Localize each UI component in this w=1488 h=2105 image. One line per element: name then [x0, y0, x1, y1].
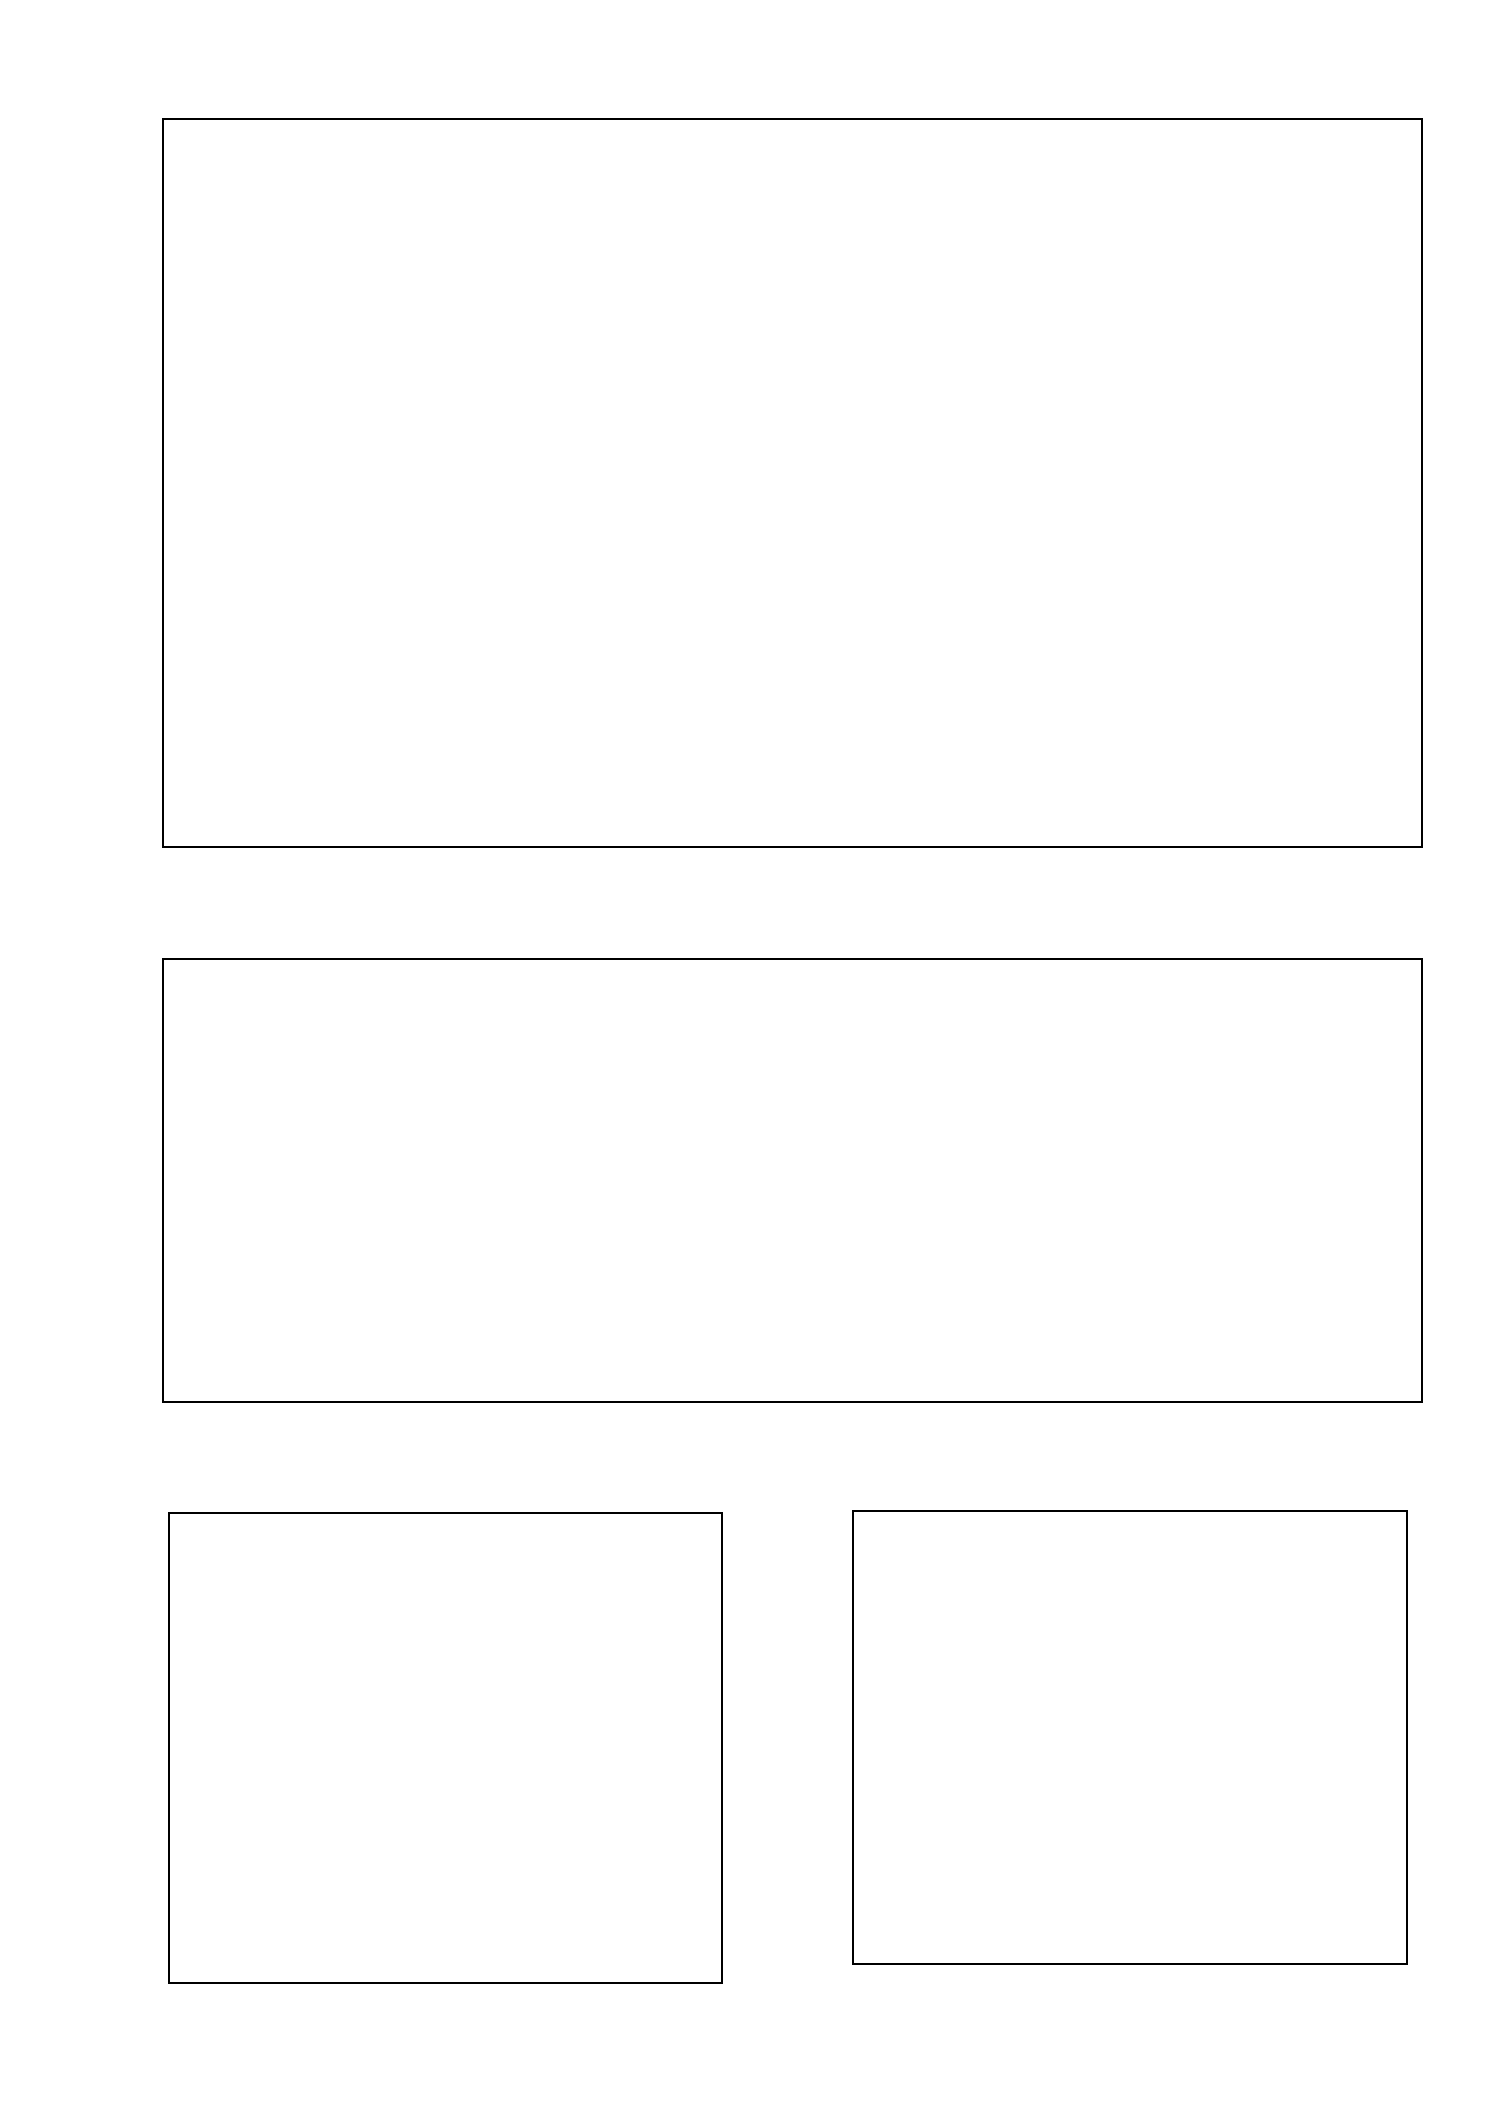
mdev-plot-panel [168, 1512, 723, 1984]
phase-annotation [200, 772, 278, 804]
phase-scatter-canvas [164, 120, 1421, 846]
residuals-plot-panel [162, 958, 1423, 1403]
phase-plot-panel [162, 118, 1423, 848]
tdev-plot-panel [852, 1510, 1408, 1965]
residuals-scatter-canvas [164, 960, 1421, 1401]
